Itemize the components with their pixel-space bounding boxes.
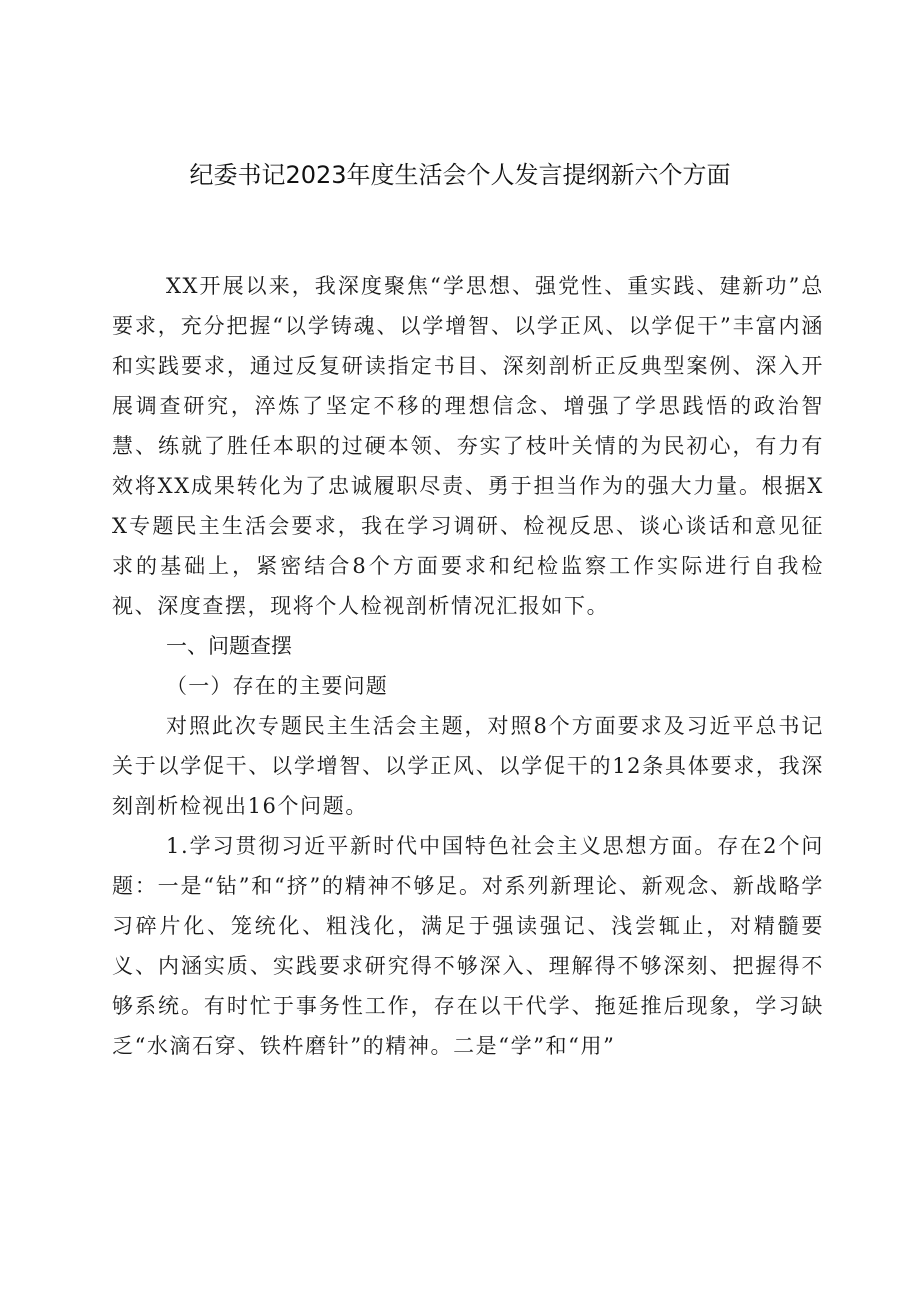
document-title: 纪委书记2023年度生活会个人发言提纲新六个方面: [189, 161, 731, 189]
subsection-paragraph: 对照此次专题民主生活会主题，对照8个方面要求及习近平总书记关于以学促干、以学增智、以学正风、以学促干的12条具体要求，我深刻剖析检视出16个问题。: [112, 714, 824, 818]
item-paragraph: 1.学习贯彻习近平新时代中国特色社会主义思想方面。存在2个问题：一是“钻”和“挤”的精神不够足。对系列新理论、新观念、新战略学习碎片化、笼统化、粗浅化，满足于强读强记、浅尝辄止，对精髓要义、内涵实质、实践要求研究得不够深入、理解得不够深刻、把握得不够系统。有时忙于事务性工作，存在以干代学、拖延推后现象，学习缺乏“水滴石穿、铁杵磨针”的精神。二是“学”和“用”: [112, 834, 824, 1058]
intro-paragraph: XX开展以来，我深度聚焦“学思想、强党性、重实践、建新功”总要求，充分把握“以学铸魂、以学增智、以学正风、以学促干”丰富内涵和实践要求，通过反复研读指定书目、深刻剖析正反典型案例、深入开展调查研究，淬炼了坚定不移的理想信念、增强了学思践悟的政治智慧、练就了胜任本职的过硬本领、夯实了枝叶关情的为民初心，有力有效将XX成果转化为了忠诚履职尽责、勇于担当作为的强大力量。根据XX专题民主生活会要求，我在学习调研、检视反思、谈心谈话和意见征求的基础上，紧密结合8个方面要求和纪检监察工作实际进行自我检视、深度查摆，现将个人检视剖析情况汇报如下。: [112, 274, 824, 618]
document-body: [112, 266, 824, 1066]
section-heading: 一、问题查摆: [166, 634, 292, 658]
subsection-heading: （一）存在的主要问题: [166, 674, 388, 698]
